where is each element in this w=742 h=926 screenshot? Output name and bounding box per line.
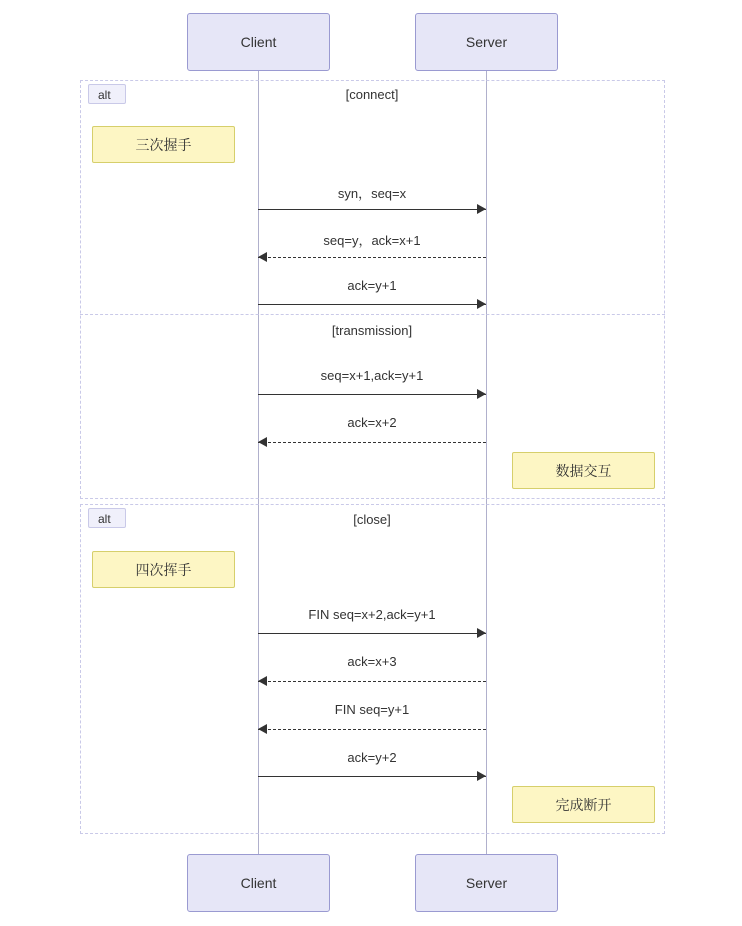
actor-client-top-label: Client	[240, 34, 277, 50]
msg-ack-y2-line	[258, 776, 486, 777]
msg-synack-arrow-icon	[258, 252, 267, 262]
msg-fin-client-line	[258, 633, 486, 634]
msg-fin-client-label: FIN seq=x+2,ack=y+1	[308, 607, 436, 622]
msg-data-line	[258, 394, 486, 395]
msg-synack-label: seq=y，ack=x+1	[323, 233, 421, 248]
actor-server-top-label: Server	[465, 34, 508, 50]
msg-ack-y1-label: ack=y+1	[347, 278, 397, 293]
msg-fin-server-line	[258, 729, 486, 730]
note-three-way-handshake	[92, 126, 235, 163]
msg-syn-arrow-icon	[477, 204, 486, 214]
note-four-way-wavehand	[92, 551, 235, 588]
actor-client-bottom-label: Client	[240, 875, 277, 891]
actor-server-bottom[interactable]	[415, 854, 558, 912]
msg-ack-y2-arrow-icon	[477, 771, 486, 781]
frame-label-alt-connect: alt	[88, 84, 126, 104]
frame-label-alt-close: alt	[88, 508, 126, 528]
msg-fin-server-label: FIN seq=y+1	[334, 702, 410, 717]
frame-divider-transmission	[80, 314, 665, 315]
msg-fin-server-arrow-icon	[258, 724, 267, 734]
note-four-way-wavehand-text: 四次挥手	[135, 561, 192, 578]
msg-ack-x2-line	[258, 442, 486, 443]
msg-ack-x2-arrow-icon	[258, 437, 267, 447]
msg-ack-x2-label: ack=x+2	[347, 415, 397, 430]
note-three-way-handshake-text: 三次握手	[135, 136, 192, 153]
msg-ack-x3-label: ack=x+3	[347, 654, 397, 669]
msg-syn-line	[258, 209, 486, 210]
msg-ack-y1-line	[258, 304, 486, 305]
msg-ack-x3-line	[258, 681, 486, 682]
note-data-exchange	[512, 452, 655, 489]
actor-server-top[interactable]	[415, 13, 558, 71]
msg-ack-y1-arrow-icon	[477, 299, 486, 309]
msg-ack-x3-arrow-icon	[258, 676, 267, 686]
msg-fin-client-arrow-icon	[477, 628, 486, 638]
msg-data-label: seq=x+1,ack=y+1	[320, 368, 424, 383]
fragment-title-connect: [connect]	[345, 87, 399, 102]
msg-ack-y2-label: ack=y+2	[347, 750, 397, 765]
msg-data-arrow-icon	[477, 389, 486, 399]
note-disconnect-complete	[512, 786, 655, 823]
fragment-title-close: [close]	[353, 512, 391, 527]
actor-server-bottom-label: Server	[465, 875, 508, 891]
actor-client-bottom[interactable]	[187, 854, 330, 912]
msg-synack-line	[258, 257, 486, 258]
note-data-exchange-text: 数据交互	[555, 462, 612, 479]
note-disconnect-complete-text: 完成断开	[555, 796, 612, 813]
fragment-title-transmission: [transmission]	[331, 323, 413, 338]
actor-client-top[interactable]	[187, 13, 330, 71]
msg-syn-label: syn，seq=x	[337, 186, 407, 201]
